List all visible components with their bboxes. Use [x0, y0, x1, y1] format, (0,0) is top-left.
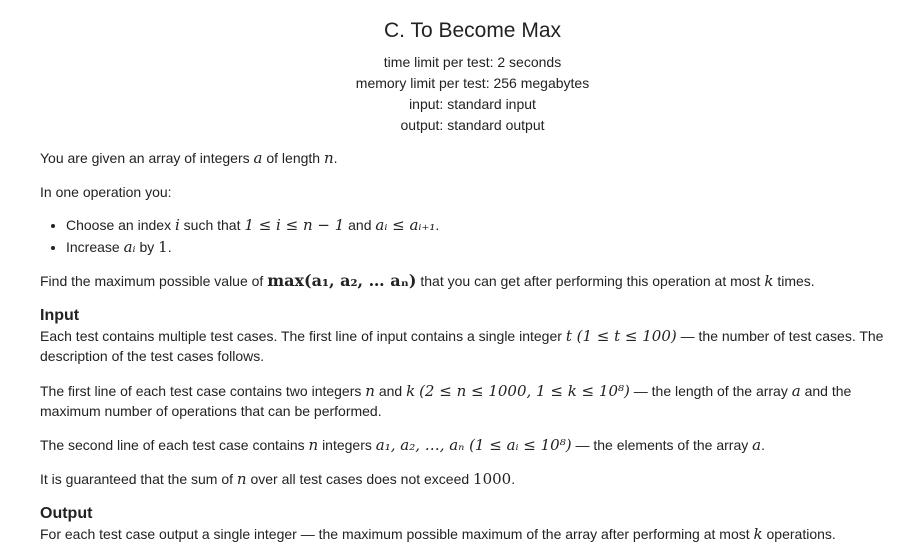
list-item: • Increase aᵢ by 1.: [66, 236, 886, 258]
time-limit: time limit per test: 2 seconds: [383, 54, 562, 70]
output-heading: Output: [40, 505, 93, 522]
find-paragraph: Find the maximum possible value of max(a₁, a₂, … aₙ) that you can get after performing this operation at most k times.: [40, 271, 815, 290]
problem-title: C. To Become Max: [383, 19, 561, 42]
intro-paragraph: You are given an array of integers a of length n.: [40, 149, 338, 167]
memory-limit: memory limit per test: 256 megabytes: [355, 75, 590, 91]
input-paragraph-3: The second line of each test case contains n integers a₁, a₂, …, aₙ (1 ≤ aᵢ ≤ 10⁸) — the elements of the array a.: [40, 436, 765, 454]
input-paragraph-4: It is guaranteed that the sum of n over all test cases does not exceed 1000.: [40, 470, 516, 488]
input-paragraph-2: The first line of each test case contains two integers n and k (2 ≤ n ≤ 1000, 1 ≤ k ≤ 10⁸) — the length of the array a and the maximum number of operations that can be performed.: [40, 382, 852, 419]
output-paragraph: For each test case output a single integer — the maximum possible maximum of the array after performing at most k operations.: [40, 525, 836, 543]
output-spec: output: standard output: [400, 117, 545, 133]
input-heading: Input: [40, 307, 80, 324]
operation-list: [40, 214, 886, 258]
input-paragraph-1: Each test contains multiple test cases. The first line of input contains a single integer t (1 ≤ t ≤ 100) — the number of test cases. The description of the test cases follows.: [40, 327, 884, 364]
problem-header: [0, 18, 907, 136]
operation-intro: In one operation you:: [40, 184, 172, 200]
list-item: • Choose an index i such that 1 ≤ i ≤ n − 1 and aᵢ ≤ aᵢ₊₁.: [66, 214, 886, 236]
input-spec: input: standard input: [409, 96, 536, 112]
